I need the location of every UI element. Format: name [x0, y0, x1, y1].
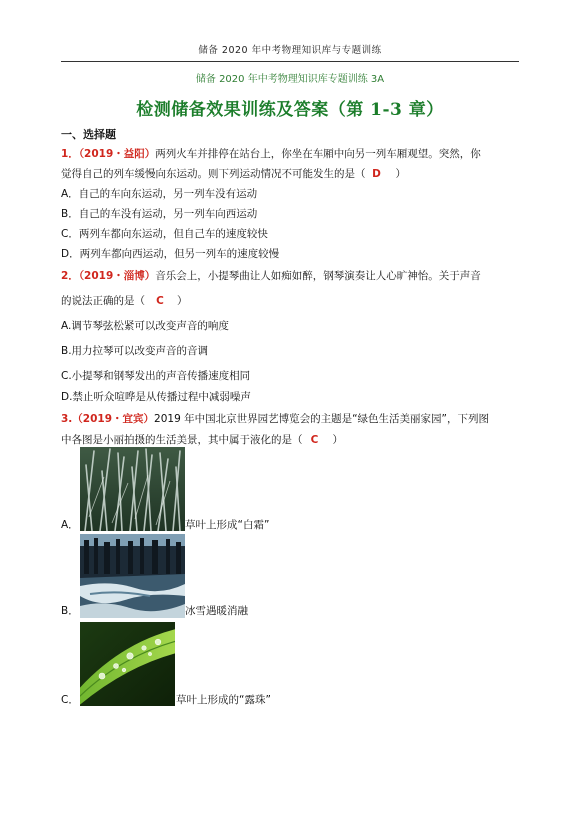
question-source: （2019・淄博） [78, 270, 156, 282]
question-2-line-2 [61, 294, 188, 308]
question-number: 1． [61, 148, 79, 160]
question-3-line-1 [61, 412, 489, 426]
question-1-line-2 [61, 167, 406, 181]
answer-mark: D [372, 168, 381, 180]
option-c-label: C． [61, 694, 79, 706]
header-divider [61, 61, 519, 62]
question-text: ） [332, 434, 343, 446]
option-b-label: B． [61, 605, 79, 617]
question-text: ） [395, 168, 406, 180]
page-header: 储备 2020 年中考物理知识库与专题训练 [198, 45, 382, 56]
question-text: 中各图是小丽拍摄的生活美景，其中属于液化的是（ [61, 434, 303, 446]
option: C.小提琴和钢琴发出的声音传播速度相同 [61, 370, 251, 382]
frost-on-grass-photo [80, 447, 185, 531]
question-1-line-1 [61, 147, 481, 161]
option: D．两列车都向西运动，但另一列车的速度较慢 [61, 248, 280, 260]
option: A．自己的车向东运动，另一列车没有运动 [61, 188, 258, 200]
question-3-line-2 [61, 433, 343, 447]
question-source: （2019・益阳） [78, 148, 156, 160]
question-2-line-1 [61, 269, 481, 283]
option: B.用力拉琴可以改变声音的音调 [61, 345, 209, 357]
question-text: 2019 年中国北京世界园艺博览会的主题是“绿色生活美丽家园”，下列图 [154, 413, 489, 425]
option: B．自己的车没有运动，另一列车向西运动 [61, 208, 258, 220]
answer-mark: C [156, 295, 164, 307]
dew-on-leaf-photo [80, 622, 175, 706]
page-subtitle: 储备 2020 年中考物理知识库专题训练 3A [195, 74, 385, 85]
option: C．两列车都向东运动，但自己车的速度较快 [61, 228, 268, 240]
option: A.调节琴弦松紧可以改变声音的响度 [61, 320, 229, 332]
question-text: 音乐会上，小提琴曲让人如痴如醉，钢琴演奏让人心旷神怡。关于声音 [155, 270, 481, 282]
question-number: 2． [61, 270, 79, 282]
option-c-caption: 草叶上形成的“露珠” [176, 694, 271, 706]
section-title: 一、选择题 [61, 128, 116, 141]
question-source: （2019・宜宾） [72, 413, 155, 425]
question-text: 的说法正确的是（ [61, 295, 145, 307]
question-text: 两列火车并排停在站台上，你坐在车厢中向另一列车厢观望。突然，你 [155, 148, 481, 160]
question-text: 觉得自己的列车缓慢向东运动。则下列运动情况不可能发生的是（ [61, 168, 366, 180]
page-title: 检测储备效果训练及答案（第 1-3 章） [136, 100, 444, 120]
option: D.禁止听众喧哗是从传播过程中减弱噪声 [61, 391, 251, 403]
melting-snow-photo [80, 534, 185, 618]
question-number: 3. [61, 413, 73, 425]
option-a-label: A． [61, 519, 79, 531]
option-b-caption: 冰雪遇暖消融 [185, 605, 248, 617]
question-text: ） [177, 295, 188, 307]
answer-mark: C [310, 434, 319, 446]
option-a-caption: 草叶上形成“白霜” [185, 519, 270, 531]
